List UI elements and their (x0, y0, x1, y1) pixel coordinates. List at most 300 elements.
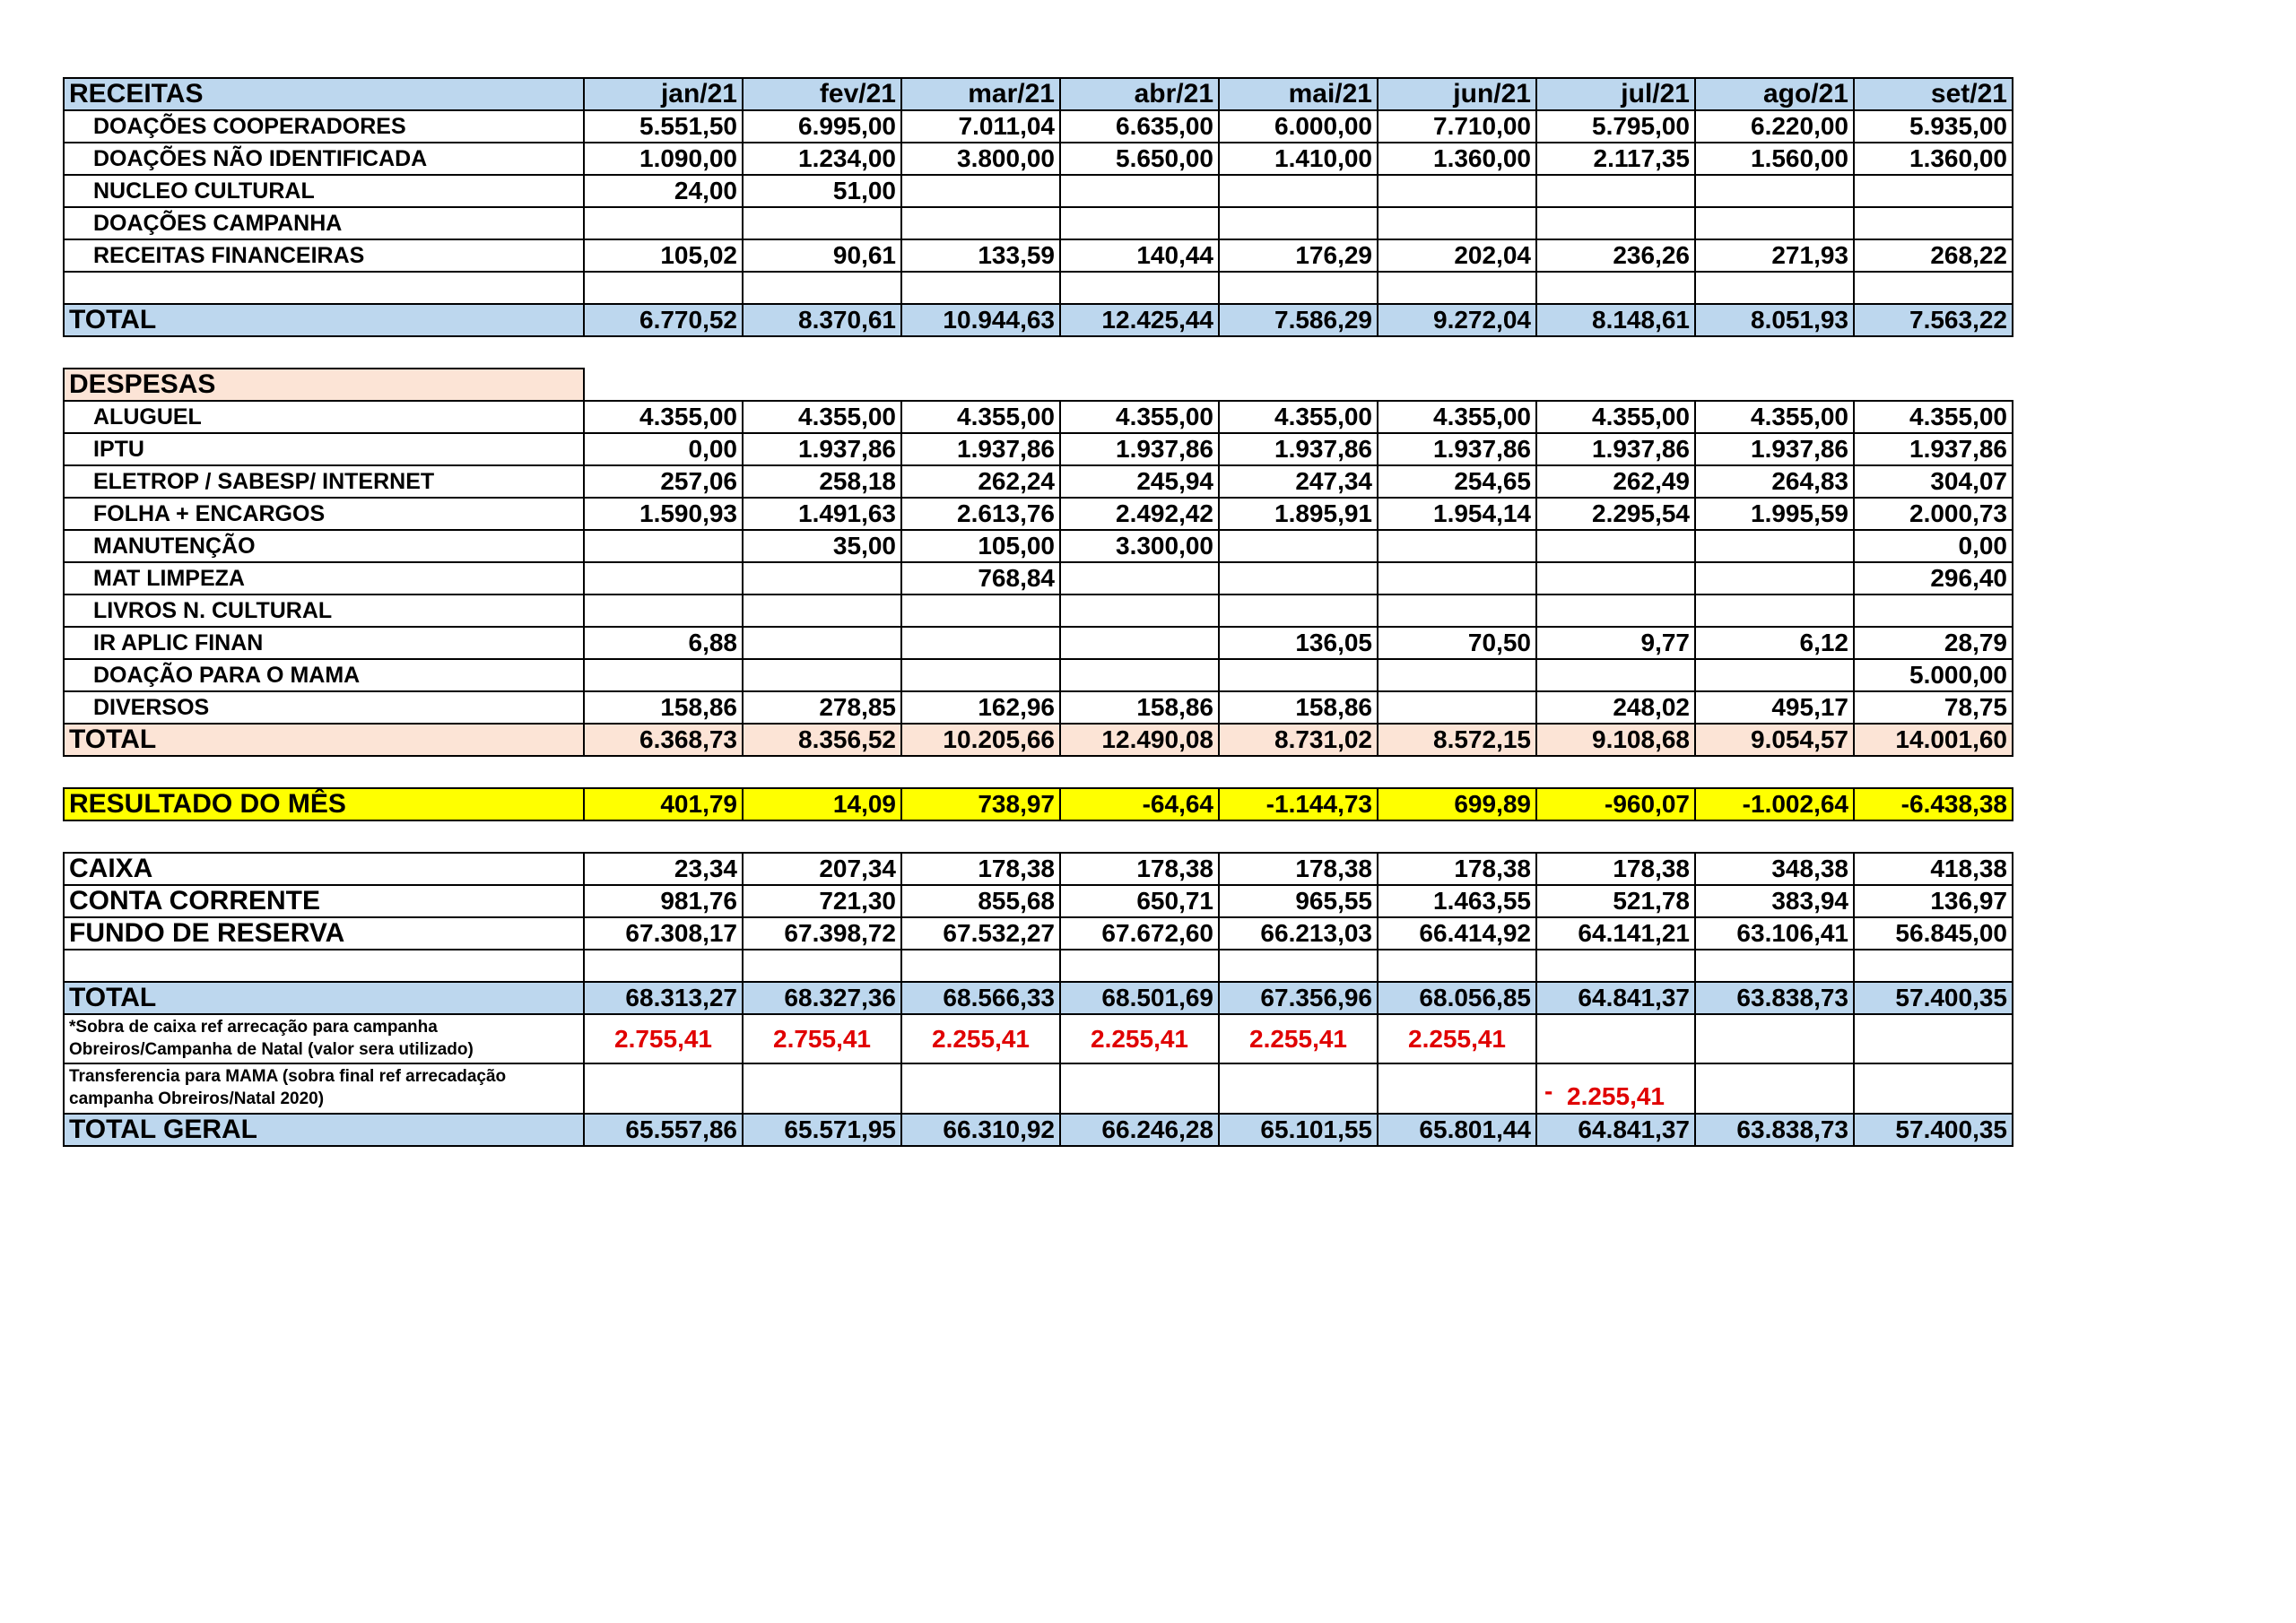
month-header: jul/21 (1536, 78, 1695, 110)
cell-value: 162,96 (901, 691, 1060, 724)
financial-report-sheet (63, 77, 2013, 1147)
cell-value: 140,44 (1060, 239, 1219, 272)
cell-value: 78,75 (1854, 691, 2013, 724)
sobra-note: *Sobra de caixa ref arrecação para campanha Obreiros/Campanha de Natal (valor sera utilizado) (64, 1014, 584, 1063)
cell-value: 178,38 (1378, 853, 1536, 885)
cell-value (901, 175, 1060, 207)
cell-value (901, 659, 1060, 691)
total-value: 10.205,66 (901, 724, 1060, 756)
total-geral-value: 57.400,35 (1854, 1114, 2013, 1146)
table-row (64, 562, 2013, 595)
cell-value: 257,06 (584, 465, 743, 498)
empty-cell (901, 950, 1060, 982)
saldos-total-row (64, 982, 2013, 1014)
cell-value: 650,71 (1060, 885, 1219, 917)
cell-value: 158,86 (1060, 691, 1219, 724)
cell-value: 521,78 (1536, 885, 1695, 917)
cell-value: 158,86 (584, 691, 743, 724)
cell-value: 247,34 (1219, 465, 1378, 498)
cell-value: 3.300,00 (1060, 530, 1219, 562)
transferencia-value (743, 1063, 901, 1114)
row-label: DOAÇÕES COOPERADORES (64, 110, 584, 143)
cell-value (901, 627, 1060, 659)
row-label: IR APLIC FINAN (64, 627, 584, 659)
empty-cell (1854, 950, 2013, 982)
empty-cell (584, 950, 743, 982)
resultado-value: 14,09 (743, 788, 901, 820)
sobra-value: 2.755,41 (743, 1014, 901, 1063)
cell-value (1536, 530, 1695, 562)
cell-value: 28,79 (1854, 627, 2013, 659)
cell-value: 207,34 (743, 853, 901, 885)
cell-value (1536, 659, 1695, 691)
row-label: MAT LIMPEZA (64, 562, 584, 595)
cell-value (584, 530, 743, 562)
cell-value (1378, 530, 1536, 562)
resultado-value: -64,64 (1060, 788, 1219, 820)
despesas-total-row (64, 724, 2013, 756)
total-label: TOTAL (64, 982, 584, 1014)
cell-value: 2.117,35 (1536, 143, 1695, 175)
cell-value: 105,00 (901, 530, 1060, 562)
month-header: fev/21 (743, 78, 901, 110)
total-value: 7.586,29 (1219, 304, 1378, 336)
transferencia-value-cell (1536, 1063, 1695, 1114)
table-row (64, 465, 2013, 498)
empty-cell (743, 272, 901, 304)
row-label: CONTA CORRENTE (64, 885, 584, 917)
cell-value: 9,77 (1536, 627, 1695, 659)
cell-value: 67.672,60 (1060, 917, 1219, 950)
cell-value (1219, 659, 1378, 691)
total-geral-row (64, 1114, 2013, 1146)
row-label: FUNDO DE RESERVA (64, 917, 584, 950)
total-value: 67.356,96 (1219, 982, 1378, 1014)
cell-value: 1.360,00 (1378, 143, 1536, 175)
transferencia-value: 2.255,41 (1567, 1082, 1665, 1110)
cell-value: 5.935,00 (1854, 110, 2013, 143)
cell-value (1854, 207, 2013, 239)
cell-value: 1.590,93 (584, 498, 743, 530)
row-label: DOAÇÕES CAMPANHA (64, 207, 584, 239)
cell-value (1219, 207, 1378, 239)
total-value: 8.370,61 (743, 304, 901, 336)
cell-value: 178,38 (901, 853, 1060, 885)
cell-value: 63.106,41 (1695, 917, 1854, 950)
cell-value: 178,38 (1536, 853, 1695, 885)
total-geral-value: 65.101,55 (1219, 1114, 1378, 1146)
month-header: mai/21 (1219, 78, 1378, 110)
cell-value: 236,26 (1536, 239, 1695, 272)
cell-value: 5.000,00 (1854, 659, 2013, 691)
blank-area (584, 369, 2013, 401)
cell-value (743, 595, 901, 627)
empty-cell (1219, 272, 1378, 304)
cell-value: 6.995,00 (743, 110, 901, 143)
cell-value: 1.937,86 (1378, 433, 1536, 465)
cell-value: 965,55 (1219, 885, 1378, 917)
month-header: jun/21 (1378, 78, 1536, 110)
empty-row (64, 272, 2013, 304)
total-value: 14.001,60 (1854, 724, 2013, 756)
spacer-row (64, 820, 2013, 853)
cell-value: 35,00 (743, 530, 901, 562)
cell-value: 1.090,00 (584, 143, 743, 175)
resultado-value: -6.438,38 (1854, 788, 2013, 820)
total-value: 9.054,57 (1695, 724, 1854, 756)
cell-value (1378, 659, 1536, 691)
total-label: TOTAL (64, 304, 584, 336)
total-value: 64.841,37 (1536, 982, 1695, 1014)
month-header: ago/21 (1695, 78, 1854, 110)
total-geral-value: 65.557,86 (584, 1114, 743, 1146)
cell-value: 3.800,00 (901, 143, 1060, 175)
cell-value: 981,76 (584, 885, 743, 917)
total-value: 12.425,44 (1060, 304, 1219, 336)
cell-value (1854, 595, 2013, 627)
cell-value: 70,50 (1378, 627, 1536, 659)
cell-value: 158,86 (1219, 691, 1378, 724)
cell-value: 1.463,55 (1378, 885, 1536, 917)
total-value: 8.356,52 (743, 724, 901, 756)
transferencia-value (584, 1063, 743, 1114)
empty-cell (584, 272, 743, 304)
resultado-label: RESULTADO DO MÊS (64, 788, 584, 820)
total-label: TOTAL (64, 724, 584, 756)
empty-cell (1060, 272, 1219, 304)
cell-value: 66.414,92 (1378, 917, 1536, 950)
table-row (64, 595, 2013, 627)
cell-value: 2.000,73 (1854, 498, 2013, 530)
row-label: DOAÇÕES NÃO IDENTIFICADA (64, 143, 584, 175)
resultado-value: 401,79 (584, 788, 743, 820)
table-row (64, 143, 2013, 175)
empty-cell (743, 950, 901, 982)
cell-value: 262,49 (1536, 465, 1695, 498)
cell-value: 1.895,91 (1219, 498, 1378, 530)
cell-value: 304,07 (1854, 465, 2013, 498)
cell-value: 7.710,00 (1378, 110, 1536, 143)
total-value: 9.108,68 (1536, 724, 1695, 756)
sobra-value (1536, 1014, 1695, 1063)
cell-value: 0,00 (584, 433, 743, 465)
sobra-value: 2.255,41 (1219, 1014, 1378, 1063)
cell-value: 348,38 (1695, 853, 1854, 885)
cell-value (901, 595, 1060, 627)
cell-value (1378, 175, 1536, 207)
cell-value: 418,38 (1854, 853, 2013, 885)
empty-cell (1695, 950, 1854, 982)
cell-value (1695, 175, 1854, 207)
cell-value: 66.213,03 (1219, 917, 1378, 950)
cell-value (1854, 175, 2013, 207)
cell-value: 1.937,86 (1695, 433, 1854, 465)
cell-value (1219, 175, 1378, 207)
transferencia-value (1060, 1063, 1219, 1114)
cell-value: 4.355,00 (1854, 401, 2013, 433)
cell-value: 202,04 (1378, 239, 1536, 272)
cell-value: 6.635,00 (1060, 110, 1219, 143)
cell-value (584, 207, 743, 239)
cell-value: 1.937,86 (1536, 433, 1695, 465)
cell-value: 1.937,86 (1060, 433, 1219, 465)
cell-value: 56.845,00 (1854, 917, 2013, 950)
cell-value (1060, 207, 1219, 239)
table-row (64, 530, 2013, 562)
cell-value: 495,17 (1695, 691, 1854, 724)
total-geral-value: 66.246,28 (1060, 1114, 1219, 1146)
empty-cell (1854, 272, 2013, 304)
minus-sign: - (1544, 1077, 1553, 1105)
cell-value: 6.000,00 (1219, 110, 1378, 143)
transferencia-value (1854, 1063, 2013, 1114)
cell-value: 178,38 (1060, 853, 1219, 885)
total-value: 9.272,04 (1378, 304, 1536, 336)
cell-value: 1.937,86 (901, 433, 1060, 465)
cell-value: 90,61 (743, 239, 901, 272)
cell-value: 4.355,00 (1695, 401, 1854, 433)
cell-value (1060, 175, 1219, 207)
report-table (63, 77, 2013, 1147)
cell-value: 5.650,00 (1060, 143, 1219, 175)
total-geral-value: 66.310,92 (901, 1114, 1060, 1146)
resultado-value: 699,89 (1378, 788, 1536, 820)
cell-value: 1.954,14 (1378, 498, 1536, 530)
empty-cell (1695, 272, 1854, 304)
total-value: 6.770,52 (584, 304, 743, 336)
cell-value: 258,18 (743, 465, 901, 498)
total-value: 12.490,08 (1060, 724, 1219, 756)
cell-value: 1.410,00 (1219, 143, 1378, 175)
row-label: ELETROP / SABESP/ INTERNET (64, 465, 584, 498)
table-row (64, 691, 2013, 724)
cell-value (1695, 562, 1854, 595)
empty-row (64, 950, 2013, 982)
empty-cell (1060, 950, 1219, 982)
cell-value (1695, 207, 1854, 239)
cell-value: 1.937,86 (1854, 433, 2013, 465)
cell-value: 67.532,27 (901, 917, 1060, 950)
transferencia-value (901, 1063, 1060, 1114)
total-geral-value: 65.801,44 (1378, 1114, 1536, 1146)
cell-value (1219, 562, 1378, 595)
cell-value: 1.937,86 (1219, 433, 1378, 465)
transferencia-row (64, 1063, 2013, 1114)
cell-value: 136,97 (1854, 885, 2013, 917)
total-geral-value: 64.841,37 (1536, 1114, 1695, 1146)
cell-value (1536, 562, 1695, 595)
cell-value: 4.355,00 (1060, 401, 1219, 433)
total-value: 68.327,36 (743, 982, 901, 1014)
month-header: mar/21 (901, 78, 1060, 110)
cell-value: 248,02 (1536, 691, 1695, 724)
resultado-value: -1.002,64 (1695, 788, 1854, 820)
cell-value: 51,00 (743, 175, 901, 207)
transferencia-value (1378, 1063, 1536, 1114)
empty-cell (64, 950, 584, 982)
month-header: abr/21 (1060, 78, 1219, 110)
row-label: CAIXA (64, 853, 584, 885)
total-geral-value: 65.571,95 (743, 1114, 901, 1146)
cell-value (901, 207, 1060, 239)
despesas-title: DESPESAS (64, 369, 584, 401)
cell-value (743, 207, 901, 239)
cell-value (1219, 530, 1378, 562)
cell-value: 268,22 (1854, 239, 2013, 272)
row-label: FOLHA + ENCARGOS (64, 498, 584, 530)
cell-value: 4.355,00 (1219, 401, 1378, 433)
total-value: 63.838,73 (1695, 982, 1854, 1014)
cell-value: 1.995,59 (1695, 498, 1854, 530)
spacer-row (64, 756, 2013, 788)
row-label: MANUTENÇÃO (64, 530, 584, 562)
cell-value: 6,88 (584, 627, 743, 659)
sobra-value: 2.755,41 (584, 1014, 743, 1063)
table-row (64, 659, 2013, 691)
cell-value: 4.355,00 (743, 401, 901, 433)
cell-value: 0,00 (1854, 530, 2013, 562)
cell-value: 136,05 (1219, 627, 1378, 659)
cell-value: 271,93 (1695, 239, 1854, 272)
resultado-value: -960,07 (1536, 788, 1695, 820)
cell-value: 2.613,76 (901, 498, 1060, 530)
cell-value: 383,94 (1695, 885, 1854, 917)
total-value: 8.148,61 (1536, 304, 1695, 336)
table-row (64, 917, 2013, 950)
table-row (64, 401, 2013, 433)
total-value: 7.563,22 (1854, 304, 2013, 336)
sobra-value (1695, 1014, 1854, 1063)
table-row (64, 433, 2013, 465)
row-label: DOAÇÃO PARA O MAMA (64, 659, 584, 691)
empty-cell (901, 272, 1060, 304)
receitas-title: RECEITAS (64, 78, 584, 110)
empty-cell (64, 272, 584, 304)
spacer (64, 756, 2013, 788)
cell-value: 5.795,00 (1536, 110, 1695, 143)
row-label: NUCLEO CULTURAL (64, 175, 584, 207)
cell-value: 23,34 (584, 853, 743, 885)
empty-cell (1378, 272, 1536, 304)
cell-value (1695, 659, 1854, 691)
sobra-value (1854, 1014, 2013, 1063)
row-label: IPTU (64, 433, 584, 465)
empty-cell (1536, 272, 1695, 304)
row-label: RECEITAS FINANCEIRAS (64, 239, 584, 272)
cell-value (584, 562, 743, 595)
cell-value: 245,94 (1060, 465, 1219, 498)
total-value: 68.566,33 (901, 982, 1060, 1014)
sobra-row (64, 1014, 2013, 1063)
cell-value (1378, 595, 1536, 627)
spacer (64, 820, 2013, 853)
row-label: LIVROS N. CULTURAL (64, 595, 584, 627)
receitas-header-row (64, 78, 2013, 110)
resultado-value: 738,97 (901, 788, 1060, 820)
month-header: set/21 (1854, 78, 2013, 110)
transferencia-value (1219, 1063, 1378, 1114)
cell-value (743, 627, 901, 659)
total-value: 68.056,85 (1378, 982, 1536, 1014)
total-geral-label: TOTAL GERAL (64, 1114, 584, 1146)
cell-value: 1.360,00 (1854, 143, 2013, 175)
total-value: 68.501,69 (1060, 982, 1219, 1014)
despesas-header-row (64, 369, 2013, 401)
cell-value (1060, 562, 1219, 595)
table-row (64, 627, 2013, 659)
cell-value (584, 659, 743, 691)
cell-value: 5.551,50 (584, 110, 743, 143)
cell-value: 1.234,00 (743, 143, 901, 175)
table-row (64, 207, 2013, 239)
total-value: 57.400,35 (1854, 982, 2013, 1014)
cell-value (1378, 562, 1536, 595)
cell-value: 64.141,21 (1536, 917, 1695, 950)
transferencia-value (1695, 1063, 1854, 1114)
cell-value: 105,02 (584, 239, 743, 272)
empty-cell (1378, 950, 1536, 982)
cell-value: 178,38 (1219, 853, 1378, 885)
cell-value: 7.011,04 (901, 110, 1060, 143)
transferencia-note: Transferencia para MAMA (sobra final ref arrecadação campanha Obreiros/Natal 2020) (64, 1063, 584, 1114)
table-row (64, 885, 2013, 917)
cell-value: 4.355,00 (584, 401, 743, 433)
total-value: 8.051,93 (1695, 304, 1854, 336)
cell-value (1378, 691, 1536, 724)
empty-cell (1219, 950, 1378, 982)
cell-value: 855,68 (901, 885, 1060, 917)
cell-value: 67.398,72 (743, 917, 901, 950)
cell-value: 278,85 (743, 691, 901, 724)
cell-value (584, 595, 743, 627)
cell-value: 2.295,54 (1536, 498, 1695, 530)
cell-value (1378, 207, 1536, 239)
row-label: DIVERSOS (64, 691, 584, 724)
cell-value: 1.491,63 (743, 498, 901, 530)
cell-value: 67.308,17 (584, 917, 743, 950)
table-row (64, 239, 2013, 272)
cell-value (1219, 595, 1378, 627)
cell-value: 721,30 (743, 885, 901, 917)
receitas-total-row (64, 304, 2013, 336)
empty-cell (1536, 950, 1695, 982)
cell-value: 4.355,00 (1378, 401, 1536, 433)
cell-value: 768,84 (901, 562, 1060, 595)
cell-value: 262,24 (901, 465, 1060, 498)
cell-value: 1.937,86 (743, 433, 901, 465)
total-value: 68.313,27 (584, 982, 743, 1014)
cell-value: 6,12 (1695, 627, 1854, 659)
cell-value (1060, 595, 1219, 627)
row-label: ALUGUEL (64, 401, 584, 433)
cell-value: 133,59 (901, 239, 1060, 272)
cell-value: 6.220,00 (1695, 110, 1854, 143)
resultado-value: -1.144,73 (1219, 788, 1378, 820)
cell-value (1536, 595, 1695, 627)
table-row (64, 110, 2013, 143)
spacer-row (64, 336, 2013, 369)
table-row (64, 175, 2013, 207)
cell-value: 24,00 (584, 175, 743, 207)
cell-value: 4.355,00 (1536, 401, 1695, 433)
sobra-value: 2.255,41 (901, 1014, 1060, 1063)
cell-value: 264,83 (1695, 465, 1854, 498)
cell-value (1536, 207, 1695, 239)
cell-value (743, 562, 901, 595)
cell-value (1060, 627, 1219, 659)
cell-value: 254,65 (1378, 465, 1536, 498)
resultado-row (64, 788, 2013, 820)
